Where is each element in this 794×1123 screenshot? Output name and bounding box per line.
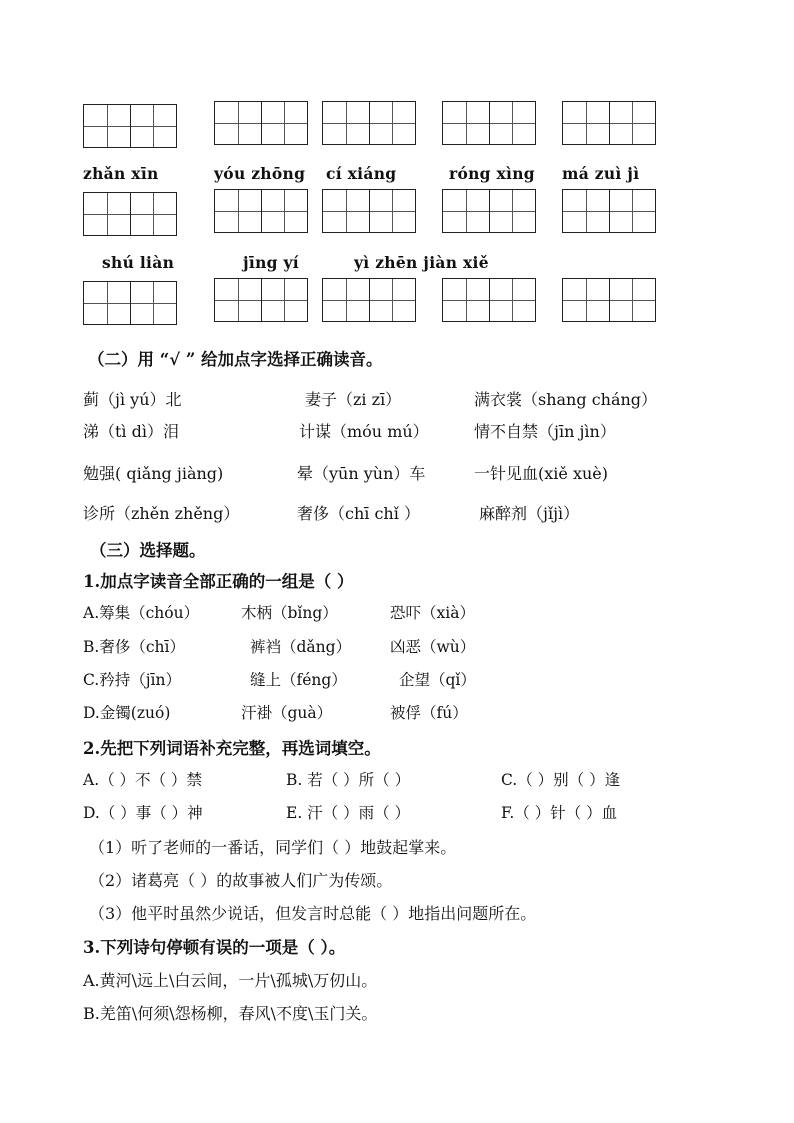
pinyin-label: zhǎn xīn bbox=[83, 164, 159, 183]
pinyin-label: jīng yí bbox=[243, 253, 299, 272]
char-box[interactable] bbox=[562, 101, 656, 145]
answer-option-part: 恐吓（xià） bbox=[390, 604, 475, 622]
answer-option[interactable]: C.矜持（jīn） bbox=[83, 671, 181, 689]
fill-word[interactable]: C.（ ）别（ ）逢 bbox=[501, 771, 621, 789]
fill-word[interactable]: B. 若（ ）所（ ） bbox=[286, 771, 411, 789]
char-box[interactable] bbox=[562, 278, 656, 322]
question-stem: 2.先把下列词语补充完整，再选词填空。 bbox=[83, 739, 381, 758]
answer-option[interactable]: A.黄河\远上\白云间，一片\孤城\万仞山。 bbox=[83, 971, 378, 990]
char-box[interactable] bbox=[214, 189, 308, 233]
pinyin-label: róng xìng bbox=[449, 164, 535, 183]
pinyin-label: cí xiáng bbox=[326, 164, 397, 183]
char-box[interactable] bbox=[562, 189, 656, 233]
fill-word[interactable]: F.（ ）针（ ）血 bbox=[501, 804, 618, 822]
reading-item[interactable]: 勉强( qiǎng jiàng) bbox=[83, 464, 224, 483]
answer-option-part: 汗褂（guà） bbox=[241, 704, 333, 722]
pinyin-label: má zuì jì bbox=[562, 164, 640, 183]
char-box[interactable] bbox=[214, 278, 308, 322]
fill-word[interactable]: D.（ ）事（ ）神 bbox=[83, 804, 203, 822]
reading-item[interactable]: 蓟（jì yú）北 bbox=[83, 390, 182, 409]
reading-item[interactable]: 涕（tì dì）泪 bbox=[83, 422, 179, 441]
char-box[interactable] bbox=[322, 101, 416, 145]
reading-item[interactable]: 奢侈（chī chǐ ） bbox=[297, 504, 420, 523]
answer-option-part: 企望（qǐ） bbox=[399, 671, 476, 689]
answer-option-part: 被俘（fú） bbox=[390, 704, 468, 722]
section-heading: （二）用 “√ ” 给加点字选择正确读音。 bbox=[88, 350, 383, 369]
char-box[interactable] bbox=[83, 281, 177, 325]
reading-item[interactable]: 情不自禁（jīn jìn） bbox=[474, 422, 616, 441]
answer-option-part: 缝上（féng） bbox=[250, 671, 347, 689]
section-heading: （三）选择题。 bbox=[90, 541, 206, 560]
answer-option-part: 木柄（bǐng） bbox=[241, 604, 338, 622]
char-box[interactable] bbox=[322, 189, 416, 233]
question-stem: 3.下列诗句停顿有误的一项是（ ）。 bbox=[83, 938, 346, 957]
answer-option-part: 凶恶（wù） bbox=[390, 638, 476, 656]
char-box[interactable] bbox=[83, 192, 177, 236]
reading-item[interactable]: 满衣裳（shang cháng） bbox=[474, 390, 658, 409]
reading-item[interactable]: 晕（yūn yùn）车 bbox=[297, 464, 426, 483]
char-box[interactable] bbox=[442, 189, 536, 233]
char-box[interactable] bbox=[322, 278, 416, 322]
answer-option[interactable]: B.奢侈（chī） bbox=[83, 638, 185, 656]
reading-item[interactable]: 麻醉剂（jǐjì） bbox=[479, 504, 580, 523]
pinyin-label: shú liàn bbox=[102, 253, 175, 272]
char-box[interactable] bbox=[214, 101, 308, 145]
answer-option[interactable]: B.羌笛\何须\怨杨柳，春风\不度\玉门关。 bbox=[83, 1004, 378, 1023]
char-box[interactable] bbox=[83, 104, 177, 148]
char-box[interactable] bbox=[442, 278, 536, 322]
fill-word[interactable]: E. 汗（ ）雨（ ） bbox=[286, 804, 411, 822]
pinyin-label: yóu zhōng bbox=[214, 164, 306, 183]
reading-item[interactable]: 妻子（zi zī） bbox=[305, 390, 402, 409]
pinyin-label: yì zhēn jiàn xiě bbox=[354, 253, 489, 272]
char-box[interactable] bbox=[442, 101, 536, 145]
answer-option-part: 裤裆（dǎng） bbox=[250, 638, 352, 656]
answer-option[interactable]: A.筹集（chóu） bbox=[83, 604, 200, 622]
answer-option[interactable]: D.金镯(zuó) bbox=[83, 704, 171, 722]
reading-item[interactable]: 诊所（zhěn zhěng） bbox=[83, 504, 240, 523]
fill-word[interactable]: A.（ ）不（ ）禁 bbox=[83, 771, 202, 789]
fill-sentence[interactable]: （2）诸葛亮（ ）的故事被人们广为传颂。 bbox=[89, 871, 393, 890]
reading-item[interactable]: 一针见血(xiě xuè) bbox=[474, 464, 608, 483]
reading-item[interactable]: 计谋（móu mú） bbox=[299, 422, 429, 441]
fill-sentence[interactable]: （1）听了老师的一番话，同学们（ ）地鼓起掌来。 bbox=[89, 838, 457, 857]
question-stem: 1.加点字读音全部正确的一组是（ ） bbox=[83, 572, 354, 591]
fill-sentence[interactable]: （3）他平时虽然少说话，但发言时总能（ ）地指出问题所在。 bbox=[89, 904, 537, 923]
